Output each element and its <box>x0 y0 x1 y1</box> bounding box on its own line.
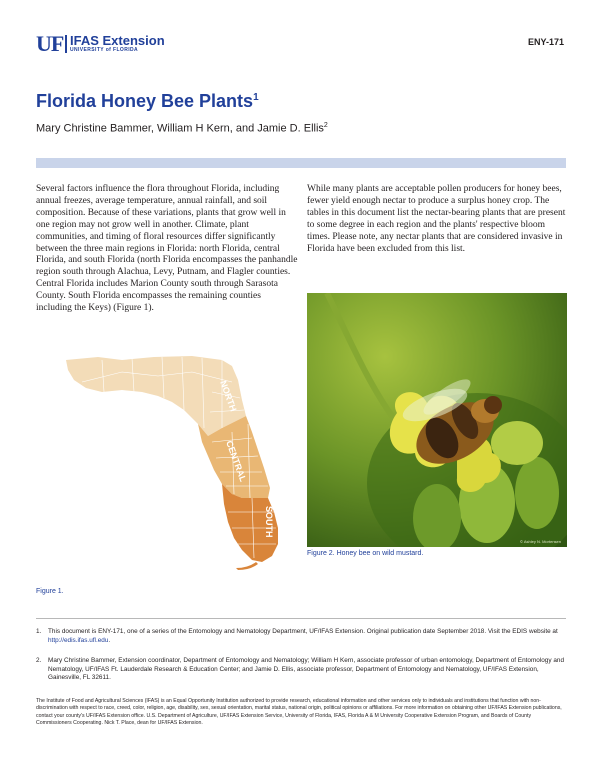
map-region-keys <box>236 562 258 570</box>
photo-credit-watermark: © Ashley N. Mortensen <box>520 539 561 544</box>
title-footnote-mark[interactable]: 1 <box>253 92 259 103</box>
logo-divider <box>65 35 67 53</box>
authors-footnote-mark[interactable]: 2 <box>323 122 328 129</box>
figure-1-caption: Figure 1. <box>36 588 64 595</box>
map-label-central: CENTRAL <box>224 439 249 484</box>
florida-map-svg <box>62 352 292 572</box>
logo-subtitle: UNIVERSITY of FLORIDA <box>70 47 139 53</box>
footnote-divider <box>36 618 566 619</box>
florida-regions-map <box>62 352 292 572</box>
footnote-1-text: This document is ENY-171, one of a series of the Entomology and Nematology Department, UF/IFAS Extension. Original publication date September 2018. Visit the EDIS website at <box>48 628 558 635</box>
publication-number: ENY-171 <box>527 37 564 47</box>
page-title <box>36 91 259 112</box>
map-label-south: SOUTH <box>264 506 274 538</box>
body-paragraph-2: While many plants are acceptable pollen producers for honey bees, fewer yield enough nectar to produce a surplus honey crop. The tables in this document list the nectar-bearing plants that are present to some degree in each region and the plants' respective bloom times. Please note, any nectar plants that are considered invasive in Florida have been excluded from this list. <box>307 184 566 254</box>
map-region-north <box>66 356 246 436</box>
authors-text: Mary Christine Bammer, William H Kern, and Jamie D. Ellis <box>36 122 324 135</box>
edis-link[interactable]: http://edis.ifas.ufl.edu <box>48 636 109 644</box>
footnote-1-number: 1. <box>36 628 42 635</box>
footnote-1-body <box>48 628 566 645</box>
footnote-2-text: Mary Christine Bammer, Extension coordinator, Department of Entomology and Nematology; William H Kern, associate professor of urban entomology, Department of Entomology and Nematology, UF/IFAS Ft. Lauderdale Research & Education Center; and Jamie D. Ellis, associate professor, Department of Entomology and Nematology, UF/IFAS Extension, Gainesville, FL 32611. <box>48 657 564 682</box>
map-label-north: NORTH <box>218 379 239 413</box>
honey-bee-illustration <box>307 293 567 547</box>
logo-uf-mark: UF <box>36 31 64 56</box>
footnote-2 <box>36 657 566 683</box>
footnote-1 <box>36 628 566 645</box>
logo-name: IFAS Extension <box>70 33 165 48</box>
title-text: Florida Honey Bee Plants <box>36 91 254 111</box>
legal-statement: The Institute of Food and Agricultural Sciences (IFAS) is an Equal Opportunity Institution authorized to provide research, educational information and other services only to individuals and institutions that function with non-discrimination with respect to race, creed, color, religion, age, disability, sex, sexual orientation, marital status, national origin, political opinions or affiliations. For more information on obtaining other UF/IFAS Extension publications, contact your county's UF/IFAS Extension office. U.S. Department of Agriculture, UF/IFAS Extension Service, University of Florida, IFAS, Florida A & M University Cooperative Extension Program, and Boards of County Commissioners Cooperating. Nick T. Place, dean for UF/IFAS Extension. <box>36 698 562 726</box>
header-band <box>36 158 566 168</box>
authors <box>36 122 328 135</box>
figure-2-caption: Figure 2. Honey bee on wild mustard. <box>307 550 424 557</box>
footnote-2-number: 2. <box>36 657 42 664</box>
honey-bee-photo <box>307 293 567 547</box>
footnote-1-end: . <box>108 636 111 644</box>
body-paragraph-1: Several factors influence the flora throughout Florida, including annual freezes, average temperature, annual rainfall, and soil composition. Because of these variations, plants that grow well in one region may not grow well in another. Climate, plant communities, and timing of floral resources differ significantly between the three main regions in Florida: north Florida, central Florida, and south Florida (north Florida encompasses the panhandle region south through Alachua, Levy, Putnam, and Flagler counties. Central Florida includes Marion County south through Sarasota County. South Florida encompasses the remaining counties including the Keys) (Figure 1). <box>36 184 298 314</box>
